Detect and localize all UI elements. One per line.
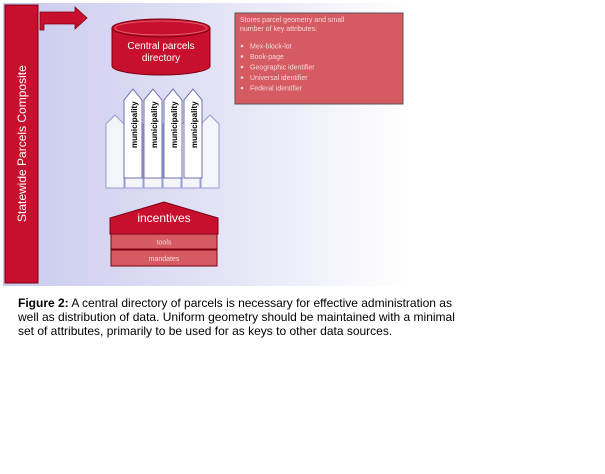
- figure-caption: [18, 296, 468, 338]
- cylinder-label-line1: Central parcels: [127, 41, 195, 52]
- bullet-icon: [241, 76, 244, 79]
- municipality-bar: [144, 89, 162, 178]
- cylinder-label-line2: directory: [141, 53, 181, 64]
- municipality-label: municipality: [190, 101, 199, 148]
- incentives-label: incentives: [137, 211, 191, 225]
- caption-text: A central directory of parcels is necessary for effective administration as well as distribution of data. Uniform geometry should be maintained with a minimal set of attributes, primarily to be used for as keys to other data sources.: [18, 296, 455, 338]
- bullet-icon: [241, 45, 244, 48]
- callout-item: Geographic identifier: [250, 64, 315, 72]
- municipality-label: municipality: [150, 101, 159, 148]
- caption-label: Figure 2:: [18, 296, 69, 310]
- callout-item: Universal identifier: [250, 75, 308, 82]
- bullet-icon: [241, 55, 244, 58]
- mandates-label: mandates: [148, 256, 180, 263]
- municipality-label: municipality: [170, 101, 179, 148]
- tools-label: tools: [156, 239, 172, 247]
- callout-item: Federal identifier: [250, 85, 303, 93]
- municipality-bar: [124, 89, 142, 178]
- sidebar-label: Statewide Parcels Composite: [15, 65, 29, 222]
- municipality-bar: [184, 89, 202, 178]
- bullet-icon: [241, 66, 244, 69]
- callout-heading-line1: Stores parcel geometry and small: [240, 17, 345, 24]
- municipality-label: municipality: [130, 101, 139, 148]
- cylinder-directory: [112, 19, 210, 75]
- municipality-bar: [164, 89, 182, 178]
- bullet-icon: [241, 87, 244, 90]
- callout-box: [235, 13, 403, 104]
- callout-heading-line2: number of key attributes:: [240, 26, 318, 33]
- callout-item: Book-page: [250, 54, 284, 61]
- callout-item: Mex-block-lot: [250, 43, 292, 51]
